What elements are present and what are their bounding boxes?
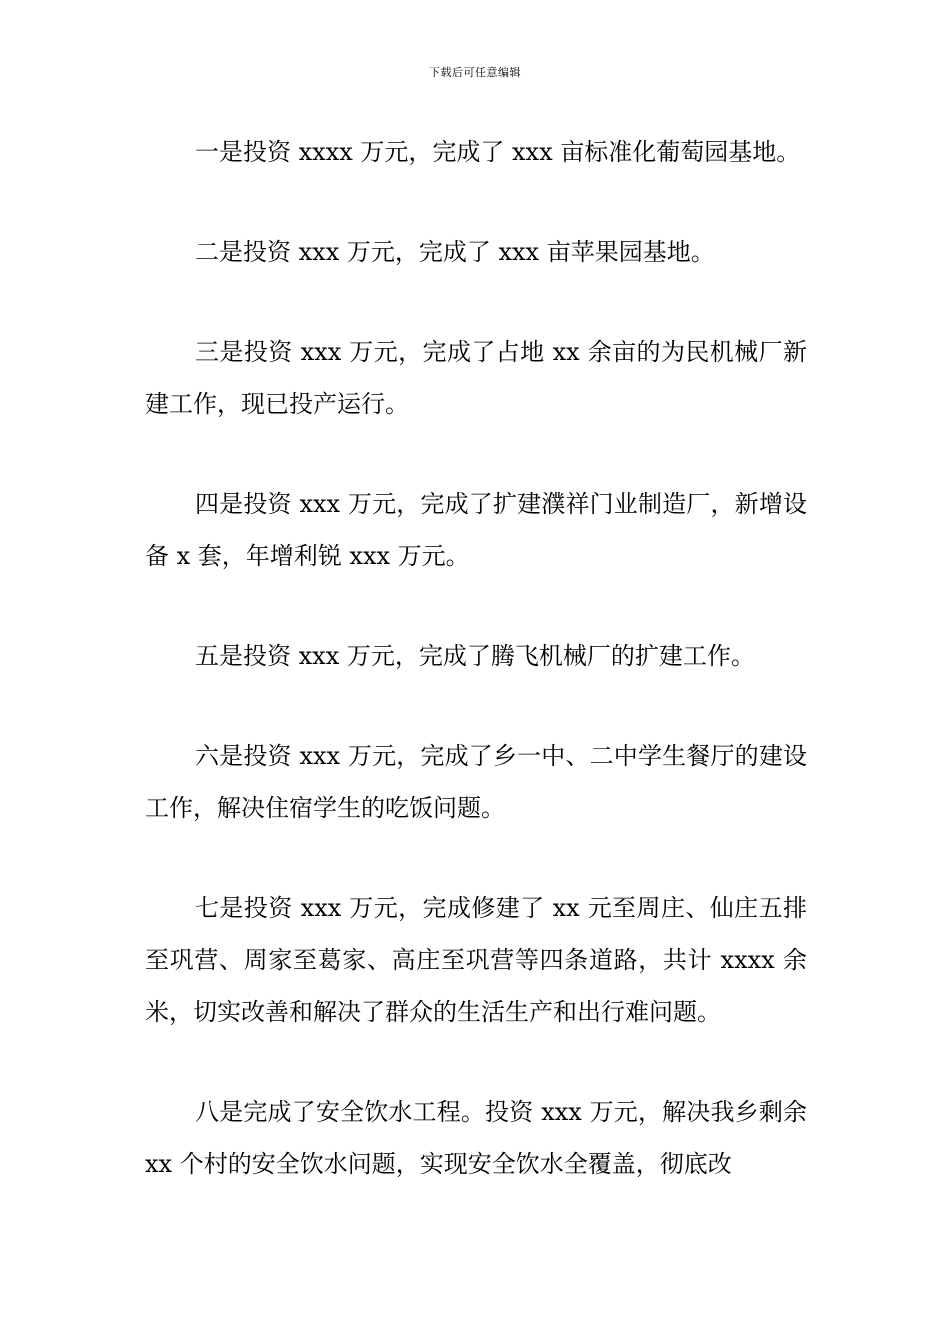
page-header: 下载后可任意编辑: [429, 66, 521, 79]
paragraph-8: 八是完成了安全饮水工程。投资 xxx 万元，解决我乡剩余 xx 个村的安全饮水问题，实现安全饮水全覆盖，彻底改: [145, 1098, 807, 1178]
document-body: [145, 126, 807, 1238]
paragraph-3: 三是投资 xxx 万元，完成了占地 xx 余亩的为民机械厂新建工作，现已投产运行。: [145, 338, 807, 418]
paragraph-1: 一是投资 xxxx 万元，完成了 xxx 亩标准化葡萄园基地。: [195, 138, 801, 166]
paragraph-4: 四是投资 xxx 万元，完成了扩建濮祥门业制造厂，新增设备 x 套，年增利锐 xxx 万元。: [145, 490, 807, 570]
paragraph-5: 五是投资 xxx 万元，完成了腾飞机械厂的扩建工作。: [195, 642, 755, 670]
paragraph-7: 七是投资 xxx 万元，完成修建了 xx 元至周庄、仙庄五排至巩营、周家至葛家、高庄至巩营等四条道路，共计 xxxx 余米，切实改善和解决了群众的生活生产和出行难问题。: [145, 894, 807, 1026]
paragraph-6: 六是投资 xxx 万元，完成了乡一中、二中学生餐厅的建设工作，解决住宿学生的吃饭问题。: [145, 742, 807, 822]
paragraph-2: 二是投资 xxx 万元，完成了 xxx 亩苹果园基地。: [195, 238, 715, 266]
